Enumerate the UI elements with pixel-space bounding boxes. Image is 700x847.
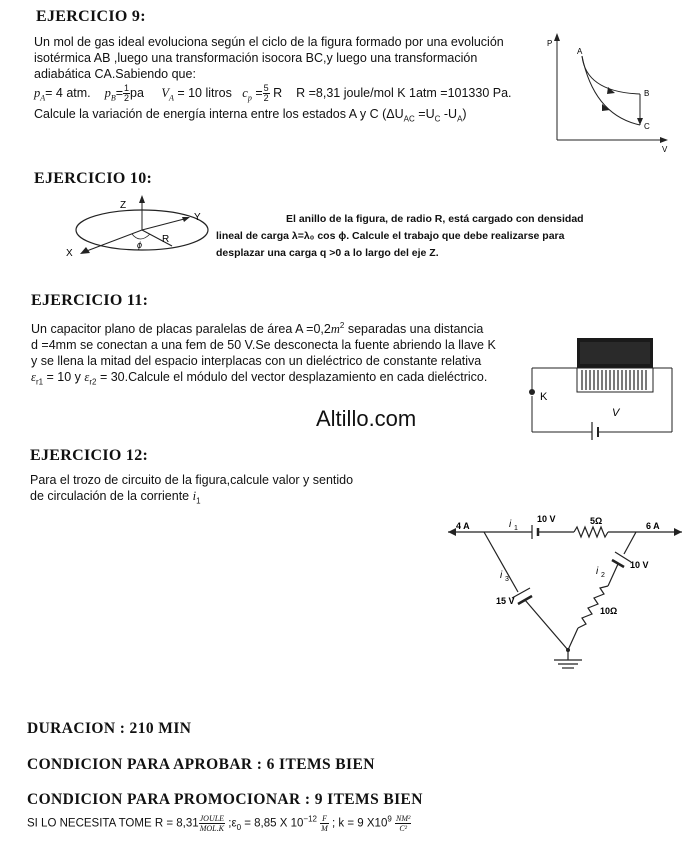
eps0-subscript: 0 bbox=[236, 822, 242, 832]
x-axis bbox=[84, 230, 142, 252]
ex10-line1: El anillo de la figura, de radio R, está cargado con densidad bbox=[286, 213, 584, 225]
pa-subscript: A bbox=[40, 93, 46, 103]
pa-value: = 4 atm. bbox=[45, 85, 91, 100]
left-branch-lower bbox=[525, 600, 568, 650]
ex12-line2-text: de circulación de la corriente bbox=[30, 489, 193, 503]
watermark: Altillo.com bbox=[316, 406, 417, 431]
ex10-line3: desplazar una carga q >0 a lo largo del eje Z. bbox=[216, 247, 439, 259]
z-label: Z bbox=[120, 200, 127, 211]
k-exponent: 9 bbox=[387, 814, 392, 824]
constants-k-text: ; k = 9 X10 bbox=[328, 817, 388, 830]
ex12-statement bbox=[30, 472, 410, 510]
i2-label: i bbox=[596, 566, 599, 577]
va-value: = 10 litros bbox=[177, 85, 232, 100]
ex9-question bbox=[34, 106, 534, 128]
eps0-units-fraction bbox=[320, 814, 329, 833]
switch-label: K bbox=[540, 391, 548, 403]
left-branch-upper bbox=[484, 532, 518, 592]
eps2-subscript: r2 bbox=[89, 377, 97, 387]
i1-subscript: 1 bbox=[196, 496, 201, 506]
right-branch-upper bbox=[624, 532, 636, 554]
phi-label: ϕ bbox=[137, 240, 143, 250]
right-branch-mid bbox=[608, 564, 618, 586]
ex9-title: EJERCICIO 9: bbox=[36, 8, 146, 25]
pv-p-label: P bbox=[547, 39, 553, 48]
ex9-question-text3: -U bbox=[440, 107, 458, 122]
state-a-label: A bbox=[577, 47, 583, 56]
r-units-fraction bbox=[199, 814, 225, 833]
pv-diagram bbox=[540, 30, 680, 156]
ex9-question-sub1: AC bbox=[403, 114, 415, 124]
i3-label: i bbox=[500, 570, 503, 581]
ex12-line2 bbox=[30, 488, 410, 510]
ex11-statement bbox=[31, 318, 526, 391]
eps1-subscript: r1 bbox=[35, 377, 44, 387]
battery-10v-right-long bbox=[615, 552, 631, 562]
isochore-arrow bbox=[637, 118, 643, 125]
eps2-symbol: ε bbox=[84, 370, 90, 385]
eps0-units-den: M bbox=[321, 824, 328, 833]
gas-constant-text: R =8,31 joule/mol K 1atm =101330 Pa. bbox=[296, 85, 512, 100]
y-arrow bbox=[182, 217, 190, 222]
ex9-question-sub2: C bbox=[434, 114, 441, 124]
battery-15v-label: 15 V bbox=[496, 596, 515, 606]
ex10-title: EJERCICIO 10: bbox=[34, 170, 153, 187]
state-c-label: C bbox=[644, 122, 650, 131]
resistor-5-label: 5Ω bbox=[590, 516, 603, 526]
ex9-data-line bbox=[34, 84, 534, 106]
switch-k bbox=[529, 389, 535, 395]
i3-label-sub: 3 bbox=[505, 576, 509, 583]
ex11-title: EJERCICIO 11: bbox=[31, 292, 149, 309]
i1-label-sub: 1 bbox=[514, 525, 518, 532]
pb-eq: = bbox=[115, 85, 124, 100]
cp-fraction bbox=[263, 84, 270, 103]
constants-eps-text: ;ε bbox=[225, 817, 237, 830]
phi-arc bbox=[132, 234, 150, 239]
isotherm-ab bbox=[582, 56, 640, 94]
promotion-condition: CONDICION PARA PROMOCIONAR : 9 ITEMS BIEN bbox=[27, 791, 423, 808]
ex9-question-text2: =U bbox=[414, 107, 435, 122]
pa-symbol: p bbox=[34, 85, 41, 100]
ex11-line1 bbox=[31, 318, 526, 337]
ex9-line2: isotérmica AB ,luego una transformación isocora BC,y luego una transformación bbox=[34, 51, 478, 65]
right-current-arrow bbox=[674, 528, 682, 536]
battery-10v-right-short bbox=[612, 560, 624, 567]
pv-v-arrow bbox=[660, 137, 668, 143]
battery-15v-long bbox=[512, 588, 530, 598]
x-label: X bbox=[66, 248, 73, 259]
i1-symbol: i bbox=[192, 489, 197, 503]
i2-label-sub: 2 bbox=[601, 572, 605, 579]
pb-numerator: 1 bbox=[124, 83, 130, 93]
left-current-label: 4 A bbox=[456, 521, 470, 531]
ex11-line1-text: Un capacitor plano de placas paralelas de área A =0,2 bbox=[31, 322, 331, 337]
fem-label: V bbox=[612, 407, 620, 419]
ex12-title: EJERCICIO 12: bbox=[30, 447, 149, 464]
cp-subscript: p bbox=[247, 93, 252, 103]
ring-figure bbox=[60, 192, 220, 268]
ex11-line3: y se llena la mitad del espacio interplacas con un dieléctrico de constante relativa bbox=[31, 354, 482, 369]
eps0-units-num: F bbox=[322, 814, 327, 823]
z-arrow bbox=[139, 195, 145, 203]
r-units-den: MOL.K bbox=[199, 824, 224, 833]
constants-r-text: SI LO NECESITA TOME R = 8,31 bbox=[27, 817, 199, 830]
duration-line: DURACION : 210 MIN bbox=[27, 720, 192, 737]
ex9-question-sub3: A bbox=[457, 114, 463, 124]
pv-p-arrow bbox=[554, 33, 560, 41]
right-branch-lower bbox=[568, 628, 578, 650]
ex9-question-close: ) bbox=[462, 107, 467, 122]
dielectric-inner bbox=[580, 342, 650, 364]
pb-denominator: 2 bbox=[124, 93, 130, 103]
k-units-den: C² bbox=[399, 824, 408, 833]
ex12-line1: Para el trozo de circuito de la figura,calcule valor y sentido bbox=[30, 473, 354, 487]
right-current-label: 6 A bbox=[646, 521, 660, 531]
approval-condition: CONDICION PARA APROBAR : 6 ITEMS BIEN bbox=[27, 756, 375, 773]
pb-symbol: p bbox=[104, 85, 111, 100]
ex11-line1-end: separadas una distancia bbox=[344, 322, 484, 337]
ex11-line2: d =4mm se conectan a una fem de 50 V.Se desconecta la fuente abriendo la llave K bbox=[31, 338, 496, 353]
ex11-line4 bbox=[31, 369, 526, 391]
ground-node bbox=[566, 648, 570, 652]
pb-subscript: B bbox=[110, 93, 116, 103]
pb-unit: pa bbox=[130, 85, 144, 100]
y-label: Y bbox=[194, 212, 201, 223]
cp-eq: = bbox=[255, 85, 263, 100]
va-symbol: V bbox=[161, 85, 169, 100]
circuit-diagram bbox=[440, 508, 690, 680]
ex10-line2: lineal de carga λ=λ₀ cos ϕ. Calcule el trabajo que debe realizarse para bbox=[216, 230, 565, 242]
cp-unit: R bbox=[273, 85, 283, 100]
i1-label: i bbox=[509, 519, 512, 530]
eps1-symbol: ε bbox=[31, 370, 36, 385]
ex9-line1: Un mol de gas ideal evoluciona según el ciclo de la figura formado por una evolución bbox=[34, 35, 504, 49]
pv-v-label: V bbox=[662, 145, 668, 154]
eps0-exponent: −12 bbox=[303, 814, 317, 824]
ex10-statement bbox=[216, 211, 616, 262]
capacitor-circuit bbox=[522, 330, 684, 442]
cp-symbol: c bbox=[242, 85, 248, 100]
va-subscript: A bbox=[168, 93, 174, 103]
state-b-label: B bbox=[644, 89, 650, 98]
constants-line bbox=[27, 814, 411, 833]
ex11-area-unit: m bbox=[330, 322, 340, 337]
resistor-5-ohm bbox=[574, 527, 608, 537]
left-current-arrow bbox=[448, 528, 456, 536]
ex9-question-text: Calcule la variación de energía interna entre los estados A y C (ΔU bbox=[34, 107, 404, 122]
k-units-num: NM² bbox=[396, 814, 411, 823]
resistor-10-label: 10Ω bbox=[600, 606, 618, 616]
r-units-num: JOULE bbox=[199, 814, 225, 823]
battery-10v-top-label: 10 V bbox=[537, 514, 556, 524]
radius-label: R bbox=[162, 234, 170, 245]
cp-numerator: 5 bbox=[263, 83, 269, 93]
constants-eps-value: = 8,85 X 10 bbox=[241, 817, 304, 830]
pb-fraction bbox=[123, 84, 130, 103]
adiabat-arrow bbox=[602, 104, 610, 111]
battery-10v-right-label: 10 V bbox=[630, 560, 649, 570]
eps2-value: = 30.Calcule el módulo del vector desplazamiento en cada dieléctrico. bbox=[96, 370, 488, 385]
ex9-statement bbox=[34, 34, 534, 128]
ex9-line3: adiabática CA.Sabiendo que: bbox=[34, 67, 196, 81]
cp-denominator: 2 bbox=[263, 93, 269, 103]
ex11-area-exp: 2 bbox=[339, 321, 345, 330]
eps1-value: = 10 y bbox=[43, 370, 85, 385]
y-axis bbox=[142, 218, 188, 230]
k-units-fraction bbox=[395, 814, 411, 833]
